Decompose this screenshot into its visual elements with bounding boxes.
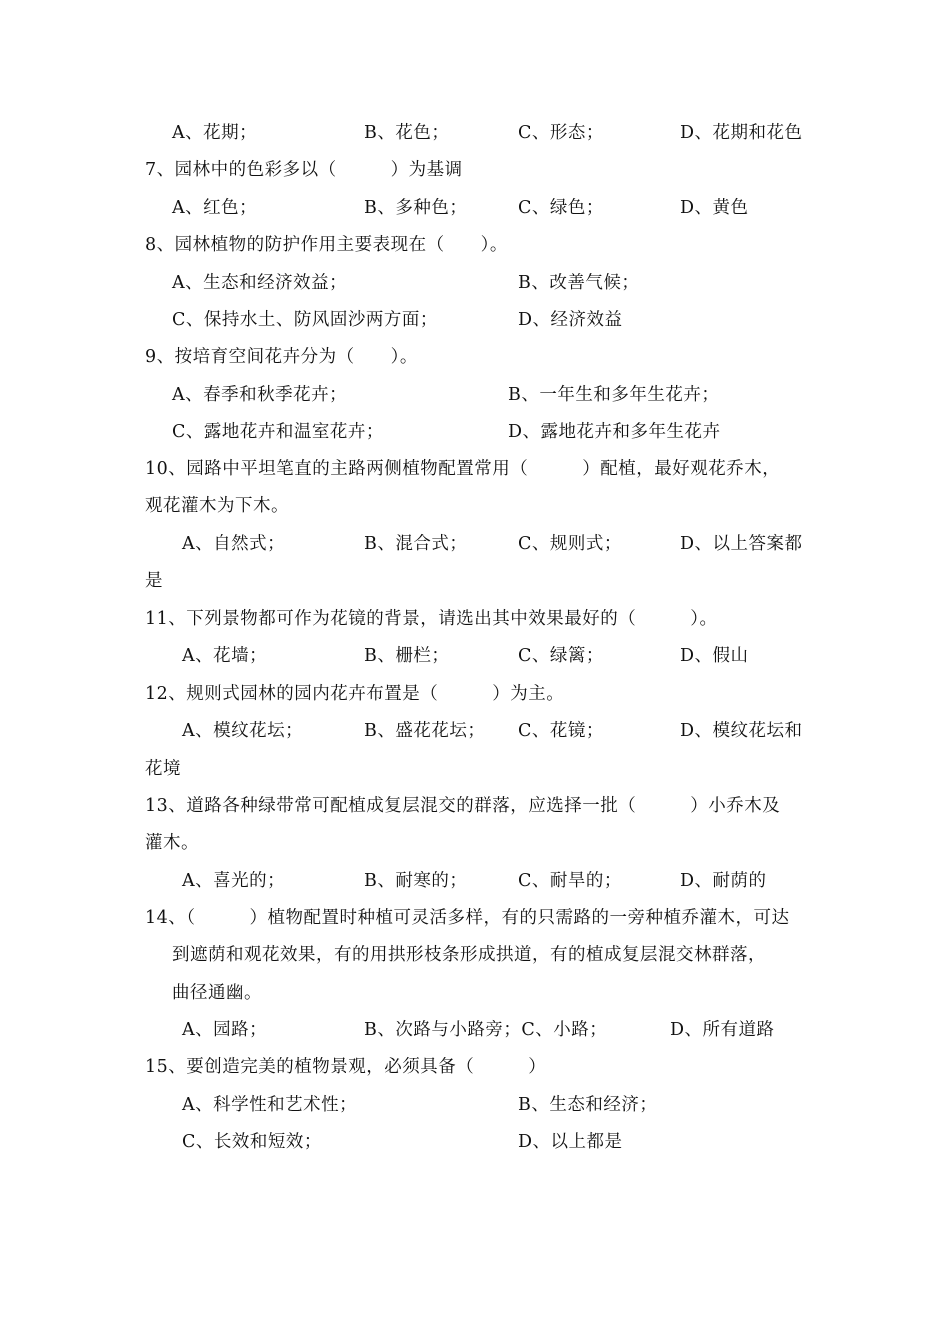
q9-stem: 9、按培育空间花卉分为（ ）。: [145, 347, 418, 367]
q14-stem-line-1: 14、（ ）植物配置时种植可灵活多样，有的只需路的一旁种植乔灌木，可达: [145, 908, 790, 928]
q10-option-c: C、规则式；: [518, 534, 622, 554]
q10-stem-line-1: 10、园路中平坦笔直的主路两侧植物配置常用（ ）配植，最好观花乔木，: [145, 459, 781, 479]
q7-option-b: B、多种色；: [364, 198, 468, 218]
q15-stem: 15、要创造完美的植物景观，必须具备（ ）: [145, 1057, 547, 1077]
q10-option-b: B、混合式；: [364, 534, 468, 554]
q13-stem-line-1: 13、道路各种绿带常可配植成复层混交的群落，应选择一批（ ）小乔木及: [145, 796, 781, 816]
q11-stem: 11、下列景物都可作为花镜的背景，请选出其中效果最好的（ ）。: [145, 609, 718, 629]
q15-option-c: C、长效和短效；: [182, 1132, 322, 1152]
q6-option-d: D、花期和花色: [680, 123, 803, 143]
q8-stem: 8、园林植物的防护作用主要表现在（ ）。: [145, 235, 508, 255]
q15-option-a: A、科学性和艺术性；: [182, 1095, 358, 1115]
q10-option-d: D、以上答案都: [680, 534, 803, 554]
q9-option-b: B、一年生和多年生花卉；: [508, 385, 720, 405]
q12-option-c: C、花镜；: [518, 721, 604, 741]
q6-option-c: C、形态；: [518, 123, 604, 143]
q13-option-d: D、耐荫的: [680, 871, 767, 891]
q11-option-c: C、绿篱；: [518, 646, 604, 666]
q12-option-d-wrap: 花境: [145, 759, 181, 779]
q7-option-c: C、绿色；: [518, 198, 604, 218]
q6-option-b: B、花色；: [364, 123, 450, 143]
q10-option-d-wrap: 是: [145, 571, 163, 591]
q7-option-a: A、红色；: [172, 198, 258, 218]
q8-option-a: A、生态和经济效益；: [172, 273, 348, 293]
q8-option-b: B、改善气候；: [518, 273, 640, 293]
q12-option-d: D、模纹花坛和: [680, 721, 803, 741]
q12-option-b: B、盛花花坛；: [364, 721, 486, 741]
q7-stem: 7、园林中的色彩多以（ ）为基调: [145, 160, 463, 180]
q10-stem-line-2: 观花灌木为下木。: [145, 496, 289, 516]
q14-option-a: A、园路；: [182, 1020, 268, 1040]
q12-option-a: A、模纹花坛；: [182, 721, 304, 741]
q14-stem-line-3: 曲径通幽。: [172, 983, 262, 1003]
q7-option-d: D、黄色: [680, 198, 749, 218]
q9-option-c: C、露地花卉和温室花卉；: [172, 422, 384, 442]
q15-option-b: B、生态和经济；: [518, 1095, 658, 1115]
q11-option-b: B、栅栏；: [364, 646, 450, 666]
q13-option-c: C、耐旱的；: [518, 871, 622, 891]
q11-option-a: A、花墙；: [182, 646, 268, 666]
q13-option-b: B、耐寒的；: [364, 871, 468, 891]
q9-option-d: D、露地花卉和多年生花卉: [508, 422, 721, 442]
q12-stem: 12、规则式园林的园内花卉布置是（ ）为主。: [145, 684, 565, 704]
q13-option-a: A、喜光的；: [182, 871, 286, 891]
q13-stem-line-2: 灌木。: [145, 833, 199, 853]
q11-option-d: D、假山: [680, 646, 749, 666]
q14-option-b-c: B、次路与小路旁；C、小路；: [364, 1020, 608, 1040]
q14-option-d: D、所有道路: [670, 1020, 775, 1040]
q6-option-a: A、花期；: [172, 123, 258, 143]
q15-option-d: D、以上都是: [518, 1132, 623, 1152]
q8-option-c: C、保持水土、防风固沙两方面；: [172, 310, 438, 330]
q10-option-a: A、自然式；: [182, 534, 286, 554]
q14-stem-line-2: 到遮荫和观花效果，有的用拱形枝条形成拱道，有的植成复层混交林群落，: [172, 945, 766, 965]
q9-option-a: A、春季和秋季花卉；: [172, 385, 348, 405]
q8-option-d: D、经济效益: [518, 310, 623, 330]
